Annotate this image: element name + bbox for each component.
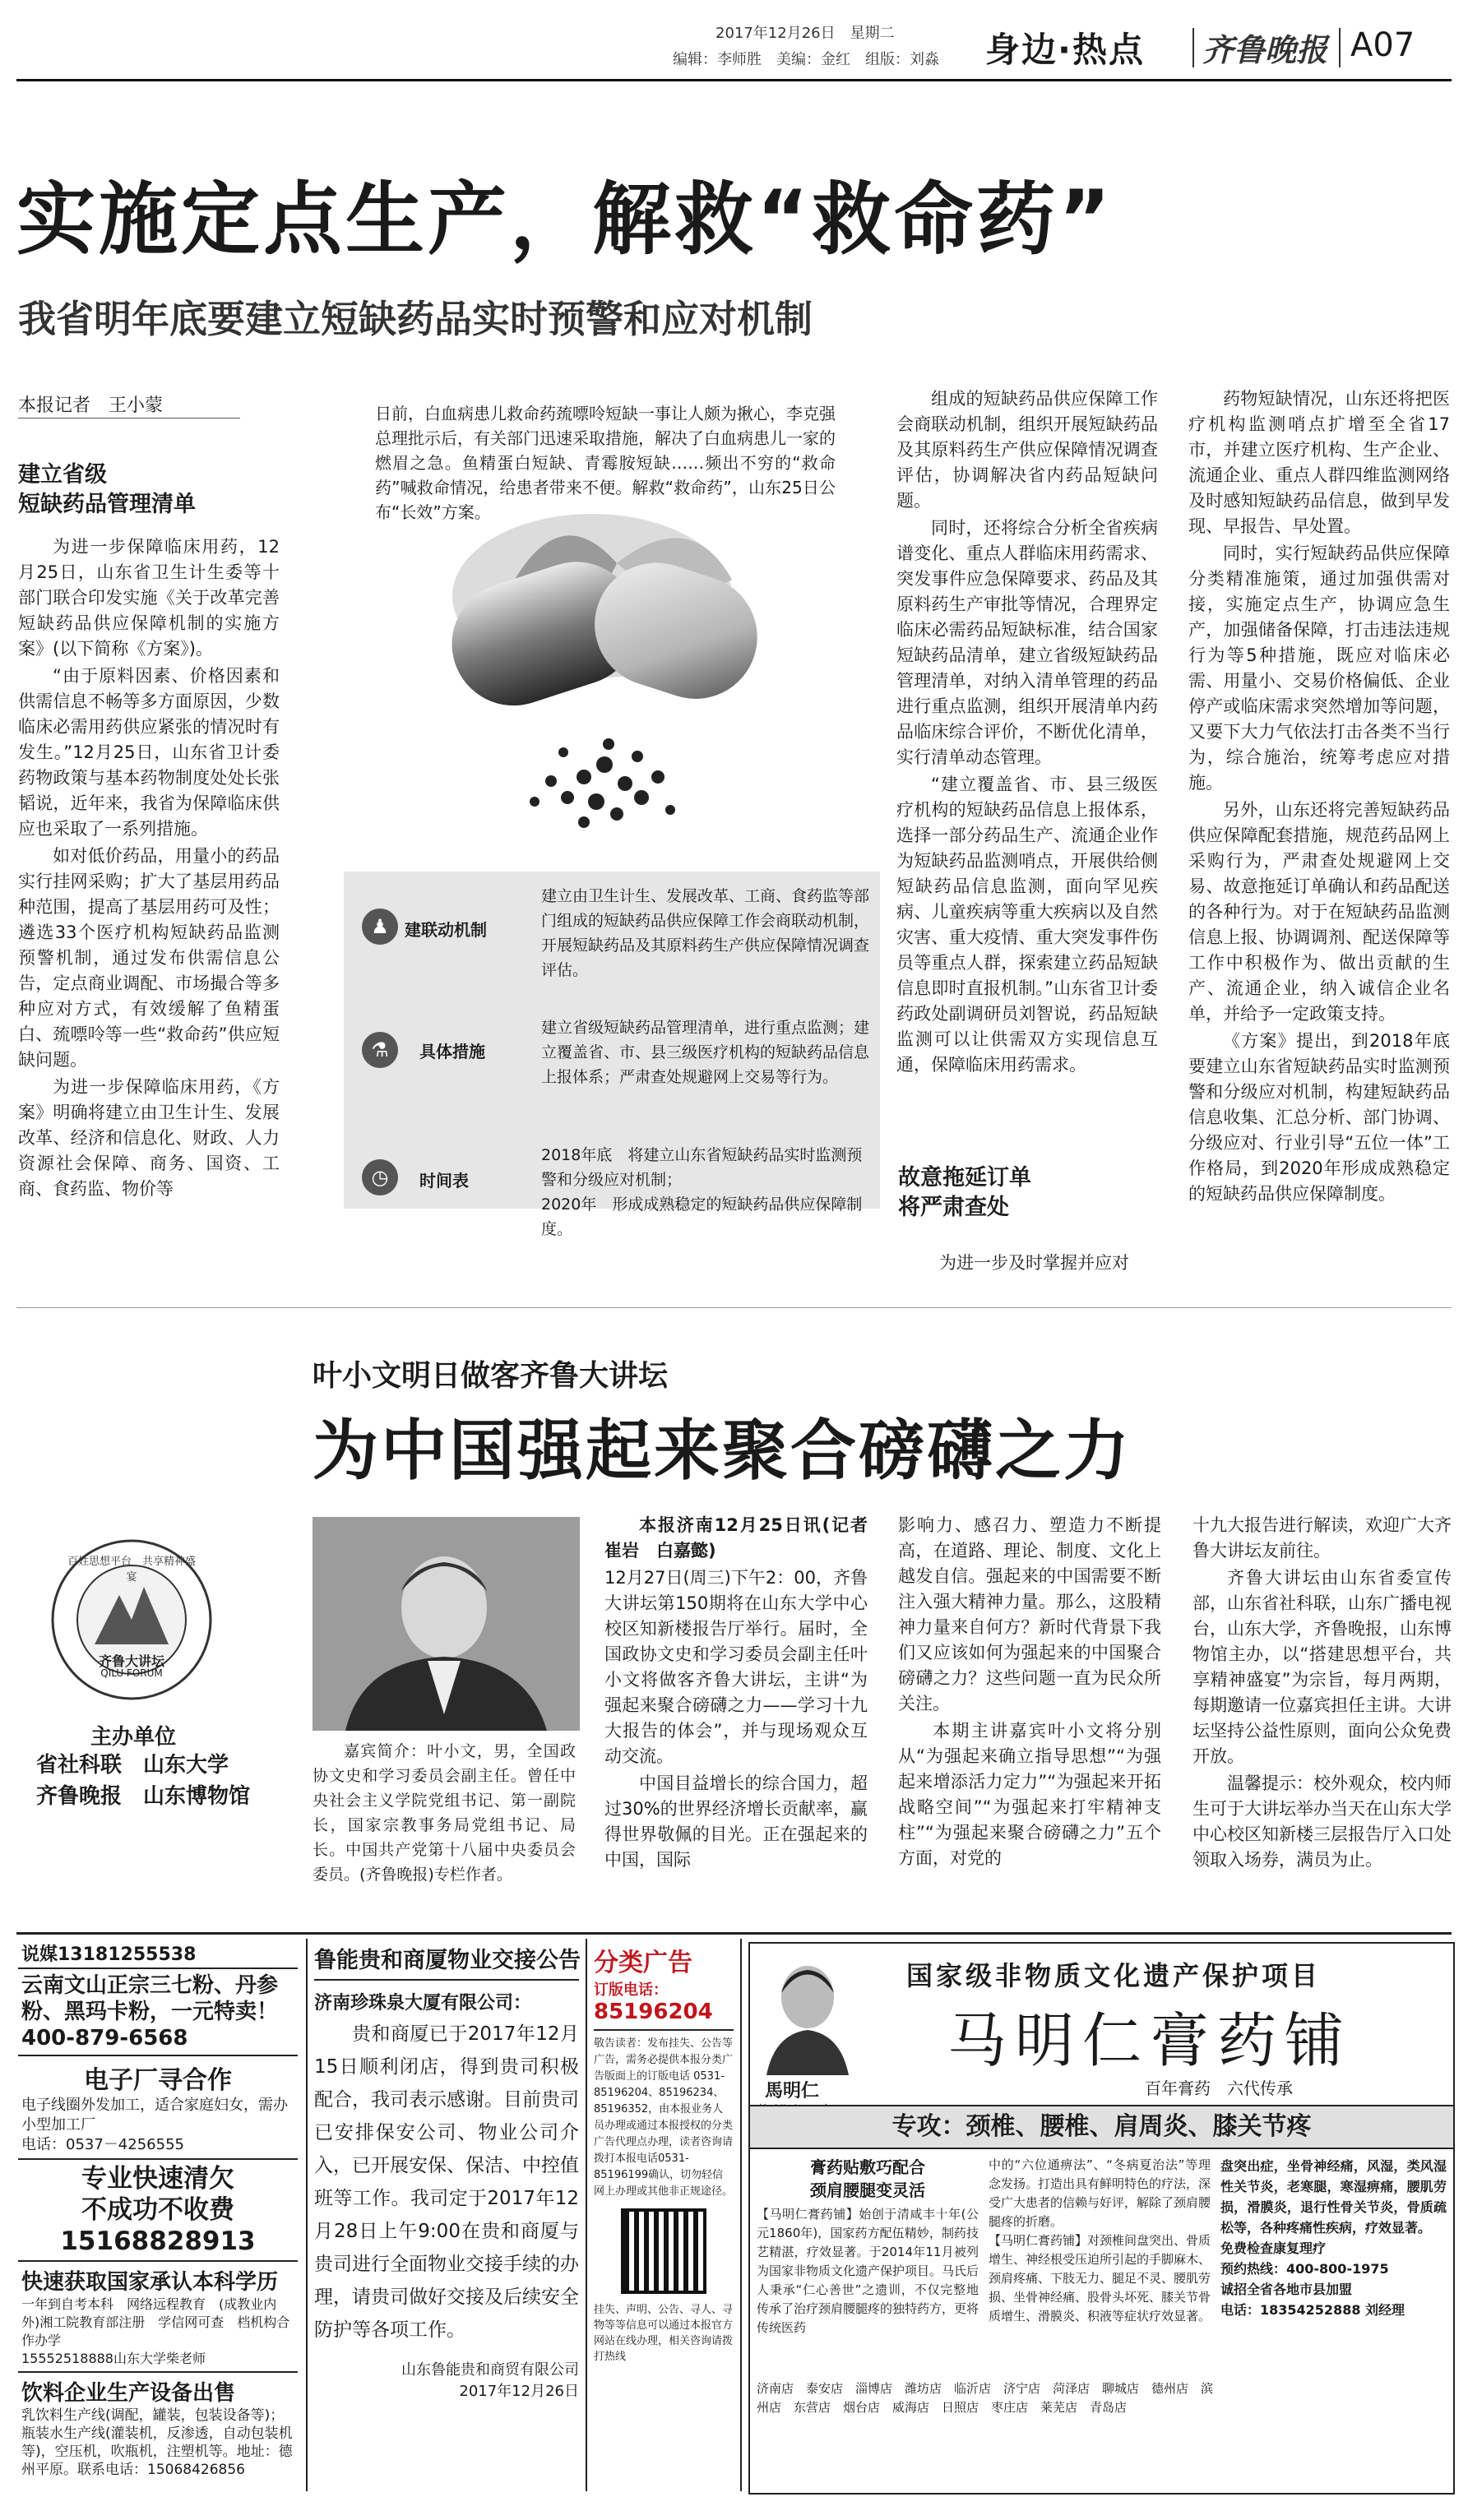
byline: 本报记者 王小蒙	[18, 395, 164, 416]
ad-title: 电子厂寻合作	[84, 2066, 232, 2095]
infobox-label: 建联动机制	[405, 920, 487, 940]
paragraph: 为进一步保障临床用药，《方案》明确将建立由卫生计生、发展改革、经济和信息化、财政、人力资源社会保障、商务、国资、工商、食药监、物价等	[18, 1077, 280, 1199]
paragraph: 中国目益增长的综合国力，超过30%的世界经济增长贡献率，赢得世界敬佩的目光。正在强起来的中国，国际	[604, 1773, 868, 1870]
notice-signer: 山东鲁能贵和商贸有限公司	[401, 2361, 579, 2379]
speaker-portrait	[313, 1517, 580, 1731]
paragraph: 同时，还将综合分析全省疾病谱变化、重点人群临床用药需求、突发事件应急保障要求、药品及其原料药生产审批等情况，合理界定临床必需药品短缺标准，结合国家短缺药品清单，建立省级短缺药品管理清单，对纳入清单管理的药品进行重点监测，组织开展清单内药品临床综合评价，不断优化清单，实行清单动态管理。	[896, 518, 1158, 767]
article2-col1	[604, 1513, 885, 1932]
brand-name: 马明仁膏药铺	[947, 2006, 1353, 2075]
article2-kicker: 叶小文明日做客齐鲁大讲坛	[313, 1359, 669, 1393]
hosts: 省社科联 山东大学 齐鲁晚报 山东博物馆	[36, 1753, 251, 1809]
paragraph: 十九大报告进行解读，欢迎广大齐鲁大讲坛友前往。	[1192, 1515, 1452, 1561]
article-divider	[16, 1307, 1452, 1308]
article1-col1	[18, 534, 280, 1307]
paragraph: 另外，山东还将完善短缺药品供应保障配套措施，规范药品网上采购行为，严肃查处规避网上交易、故意拖延订单确认和药品配送的各种行为。对于在短缺药品监测信息上报、协调调剂、配送保障等工作中积极作为、做出贡献的生产、流通企业，纳入诚信企业名单，并给予一定政策支持。	[1188, 800, 1450, 1024]
notice-title: 鲁能贵和商厦物业交接公告	[314, 1942, 579, 1981]
article1-col2	[896, 386, 1158, 1151]
hosts-label: 主办单位	[90, 1725, 177, 1750]
paragraph: 本期主讲嘉宾叶小文将分别从“为强起来确立指导思想”“为强起来增添活力定力”“为强起来开拓战略空间”“为强起来打牢精神支柱”“为强起来聚合磅礴之力”五个方面，对党的	[898, 1721, 1161, 1868]
ad-title: 说媒13181255538	[21, 1944, 197, 1965]
clock-icon: ◷	[362, 1159, 398, 1195]
section-title: 身边·热点	[985, 30, 1145, 70]
medicine-col1	[757, 2156, 979, 2337]
ad-item	[18, 2160, 298, 2262]
logo-ring-text: 百姓思想平台 共享精神盛宴	[67, 1556, 196, 1584]
paragraph: 为进一步保障临床用药，12月25日，山东省卫生计生委等十部门联合印发实施《关于改革完善短缺药品供应保障机制的实施方案》(以下简称《方案》)。	[18, 537, 280, 659]
article2-col2	[898, 1513, 1161, 1932]
header-date	[715, 21, 895, 43]
medicine-col1-body: 【马明仁膏药铺】始创于清咸丰十年(公元1860年)，国家药方配伍精妙，制药技艺精湛，疗效显著。于2014年11月被列为国家非物质文化遗产保护项目。马氏后人秉承“仁心善世”之遗训，不仅完整地传承了治疗颈肩腰腿疼的独特药方，更将传统医药	[757, 2207, 979, 2335]
medicine-col3: 盘突出症，坐骨神经痛，风湿，类风湿性关节炎，老寒腿，寒湿痹痛，腰肌劳损，滑膜炎，退行性骨关节炎，骨质疏松等，各种疼痛性疾病，疗效显著。 免费检查康复理疗 预约热线：400-800-1975 诚招全省各地市县加盟 电话：18354252888 刘经理	[1220, 2158, 1447, 2318]
ad-title: 饮料企业生产设备出售	[21, 2381, 236, 2406]
notice-date: 2017年12月26日	[459, 2383, 579, 2400]
infobox-text: 2018年底 将建立山东省短缺药品实时监测预警和分级应对机制； 2020年 形成成熟稳定的短缺药品供应保障制度。	[541, 1146, 863, 1238]
ad-title: 快速获取国家承认本科学历	[21, 2270, 279, 2295]
qr-code-icon	[621, 2208, 706, 2294]
logo-sub: QILU FORUM	[100, 1667, 163, 1679]
founder-portrait-icon	[758, 1952, 857, 2075]
article1-col3	[1188, 386, 1450, 1274]
classified-note: 敬告读者：发布挂失、公告等广告，需务必提供本报分类广告版面上的订版电话 0531-85196204、85196234、85196352，由本报业务人员办理或通过本报授权的分类广告代理点办理，读者咨询请拨打本报电话0531-85196199确认，切勿轻信网上办理或其他非正规途径。	[594, 2037, 734, 2198]
ads-divider	[16, 1932, 1452, 1935]
ad-item	[18, 1969, 298, 2056]
infobox-text: 建立由卫生计生、发展改革、工商、食药监等部门组成的短缺药品供应保障工作会商联动机制，开展短缺药品及其原料药生产供应保障情况调查评估。	[541, 887, 870, 979]
logo-text: 齐鲁大讲坛	[98, 1653, 164, 1669]
paragraph: 影响力、感召力、塑造力不断提高，在道路、理论、制度、文化上越发自信。强起来的中国需要不断注入强大精神力量。那么，这股精神力量来自何方？新时代背景下我们又应该如何为强起来的中国聚合磅礴之力？这些问题一直为民众所关注。	[898, 1515, 1161, 1713]
article2-headline: 为中国强起来聚合磅礴之力	[313, 1413, 1132, 1489]
paragraph: 组成的短缺药品供应保障工作会商联动机制，组织开展短缺药品及其原料药生产供应保障情况调查评估，协调解决省内药品短缺问题。	[896, 389, 1158, 511]
ad-item	[18, 1939, 298, 1969]
infobox-label: 具体措施	[419, 1042, 485, 1061]
lab-flask-icon: ⚗	[362, 1032, 398, 1068]
infobox-row-3	[354, 1143, 872, 1238]
ad-item	[18, 2056, 298, 2160]
store-list: 济南店 泰安店 淄博店 潍坊店 临沂店 济宁店 菏泽店 聊城店 德州店 滨州店 东营店 烟台店 威海店 日照店 枣庄店 莱芜店 青岛店	[757, 2381, 1214, 2415]
ad-sep	[586, 1939, 587, 2491]
lead	[604, 1513, 885, 1564]
header-sep-2	[1339, 28, 1341, 67]
ad-title: 云南文山正宗三七粉、丹参粉、黑玛卡粉，一元特卖！400-879-6568	[21, 1973, 279, 2051]
date-text: 2017年12月26日	[715, 25, 836, 42]
article1-subheadline: 我省明年底要建立短缺药品实时预警和应对机制	[18, 297, 813, 341]
paragraph: 药物短缺情况，山东还将把医疗机构监测哨点扩增至全省17市，并建立医疗机构、生产企业、流通企业、重点人群四维监测网络及时感知短缺药品信息，做到早发现、早报告、早处置。	[1188, 389, 1450, 536]
infobox-text: 建立省级短缺药品管理清单，进行重点监测；建立覆盖省、市、县三级医疗机构的短缺药品信息上报体系；严肃查处规避网上交易等行为。	[541, 1019, 870, 1086]
section-head-1: 建立省级 短缺药品管理清单	[18, 462, 196, 517]
medicine-col1-title: 膏药贴敷巧配合 颈肩腰腿变灵活	[810, 2157, 925, 2200]
page-number: A07	[1350, 26, 1415, 64]
portrait-name: 馬明仁	[765, 2081, 820, 2102]
notice-ad	[314, 1942, 579, 2491]
photo-caption: 嘉宾简介：叶小文，男，全国政协文史和学习委员会副主任。曾任中央社会主义学院党组书记、第一副院长，国家宗教事务局党组书记、局长。中国共产党第十八届中央委员会委员。(齐鲁晚报)专栏作者。	[313, 1742, 576, 1884]
ad-body: 乳饮料生产线(调配，罐装，包装设备等)；瓶装水生产线(灌装机，反渗透，自动包装机等)，空压机，吹瓶机，注塑机等。地址：德州平原。联系电话：15068426856	[21, 2407, 293, 2478]
paper-logo: 齐鲁晚报	[1202, 31, 1328, 68]
classified-box	[594, 1942, 734, 2491]
founder-portrait	[758, 1952, 857, 2075]
article2-col3	[1192, 1513, 1452, 1932]
classified-footer: 挂失、声明、公告、寻人、寻物等等信息可以通过本报官方网站在线办理，相关咨询请拨打热线	[594, 2304, 734, 2363]
person-desk-icon: ♟	[362, 909, 398, 945]
paragraph: 齐鲁大讲坛由山东省委宣传部，山东省社科联，山东广播电视台，山东大学，齐鲁晚报，山东博物馆主办，以“搭建思想平台，共享精神盛宴”为宗旨，每月两期，每期邀请一位嘉宾担任主讲。大讲坛坚持公益性原则，面向公众免费开放。	[1192, 1568, 1452, 1766]
classified-title: 分类广告	[594, 1949, 692, 1977]
ad-body: 电子线圈外发加工，适合家庭妇女，需办小型加工厂 电话：0537－4256555	[21, 2097, 288, 2153]
specialty-bar	[750, 2105, 1453, 2149]
header-rule	[16, 79, 1452, 81]
paragraph: “由于原料因素、价格因素和供需信息不畅等多方面原因，少数临床必需用药供应紧张的情况时有发生。”12月25日，山东省卫计委药物政策与基本药物制度处处长张韬说，近年来，我省为保障临床供应也采取了一系列措施。	[18, 666, 280, 839]
specialty-text: 专攻：颈椎、腰椎、肩周炎、膝关节疼	[891, 2112, 1312, 2141]
slogan: 百年膏药 六代传承	[1145, 2078, 1293, 2098]
article1-headline: 实施定点生产，解救“救命药”	[16, 173, 1114, 266]
header-editors: 编辑：李师胜 美编：金红 组版：刘淼	[673, 51, 939, 68]
paragraph: 如对低价药品，用量小的药品实行挂网采购；扩大了基层用药品种范围，提高了基层用药可及性；遴选33个医疗机构短缺药品监测预警机制，通过发布供需信息公告，定点商业调配、市场撮合等多种应对方式，有效缓解了鱼精蛋白、巯嘌呤等一些“救命药”供应短缺问题。	[18, 846, 280, 1070]
notice-body: 贵和商厦已于2017年12月15日顺利闭店，得到贵司积极配合，我司表示感谢。目前贵司已安排保安公司、物业公司介入，已开展安保、保洁、中控值班等工作。我司定于2017年12月28日上午9:00在贵和商厦与贵司进行全面物业交接手续的办理，请贵司做好交接及后续安全防护等各项工作。	[314, 2023, 579, 2341]
col2-tail: 为进一步及时掌握并应对	[939, 1253, 1129, 1273]
header-sep-1	[1192, 28, 1194, 67]
ad-sep	[740, 1939, 742, 2491]
infobox-row-2	[354, 1015, 872, 1114]
classified-left	[18, 1939, 298, 2491]
forum-logo	[49, 1537, 214, 1702]
paragraph: 12月27日(周三)下午2：00，齐鲁大讲坛第150期将在山东大学中心校区知新楼报告厅举行。届时，全国政协文史和学习委员会副主任叶小文将做客齐鲁大讲坛，主讲“为强起来聚合磅礴之力——学习十九大报告的体会”，并与现场观众互动交流。	[604, 1568, 868, 1766]
paragraph: 同时，实行短缺药品供应保障分类精准施策，通过加强供需对接，实施定点生产，协调应急生产，加强储备保障，打击违法违规行为等5种措施，既应对临床必需、用量小、交易价格偏低、企业停产或临床需求突然增加等问题，又要下大力气依法打击各类不当行为，综合施治，统筹考虑应对措施。	[1188, 543, 1450, 793]
intro-text: 日前，白血病患儿救命药巯嘌呤短缺一事让人颇为揪心，李克强总理批示后，有关部门迅速采取措施，解决了白血病患儿一家的燃眉之急。鱼精蛋白短缺、青霉胺短缺……频出不穷的“救命药”喊救命情况，给患者带来不便。解救“救命药”，山东25日公布“长效”方案。	[375, 404, 836, 522]
paragraph: “建立覆盖省、市、县三级医疗机构的短缺药品信息上报体系，选择一部分药品生产、流通企业作为短缺药品监测哨点，开展供给侧短缺药品信息监测，面向罕见疾病、儿童疾病等重大疾病以及自然灾害、重大疫情、重大突发事件伤员等重点人群，探索建立药品短缺信息即时直报机制。”山东省卫计委药政处副调研员刘智说，药品短缺监测可以让供需双方实现信息互通，保障临床用药需求。	[896, 774, 1158, 1075]
paragraph: 温馨提示：校外观众，校内师生可于大讲坛举办当天在山东大学中心校区知新楼三层报告厅入口处领取入场券，满员为止。	[1192, 1773, 1452, 1870]
ad-item	[18, 2373, 298, 2482]
infobox-label: 时间表	[419, 1171, 469, 1191]
weekday-text: 星期二	[850, 25, 895, 42]
hotline-label: 订版电话：	[594, 1981, 668, 1999]
lead-text: 本报济南12月25日讯(记者 崔岩 白嘉懿)	[604, 1515, 885, 1561]
project-text: 国家级非物质文化遗产保护项目	[906, 1960, 1322, 1991]
ad-sep	[306, 1939, 308, 2491]
ad-item	[18, 2262, 298, 2373]
medicine-ad	[748, 1942, 1455, 2495]
notice-to: 济南珍珠泉大厦有限公司：	[314, 1993, 532, 2014]
medicine-col2: 中的“六位通痹法”、“冬病夏治法”等理念发扬。打造出具有鲜明特色的疗法，深受广大患者的信赖与好评，解除了颈肩腰腿疼的折磨。 【马明仁膏药铺】对颈椎间盘突出、骨质增生、神经根受压迫所引起的手脚麻木、颈肩疼痛、下肢无力、腿足不灵、腰肌劳损、坐骨神经痛、股骨头坏死、膝关节骨质增生、滑膜炎、积液等症状疗效显著。	[989, 2157, 1211, 2323]
speaker-photo	[313, 1517, 580, 1731]
infobox-row-1	[354, 884, 872, 983]
ad-title: 专业快速清欠 不成功不收费 15168828913	[60, 2164, 256, 2256]
hotline-phone: 85196204	[594, 2000, 734, 2031]
ad-body: 一年到自考本科 网络远程教育 (成教业内外)湘工院教育部注册 学信网可查 档机构合作办学 15552518888山东大学柴老师	[21, 2296, 290, 2366]
section-head-2: 故意拖延订单 将严肃查处	[898, 1165, 1031, 1220]
paragraph: 《方案》提出，到2018年底要建立山东省短缺药品实时监测预警和分级应对机制，构建短缺药品信息收集、汇总分析、部门协调、分级应对、行业引导“五位一体”工作格局，到2020年形成成熟稳定的短缺药品供应保障制度。	[1188, 1031, 1450, 1204]
